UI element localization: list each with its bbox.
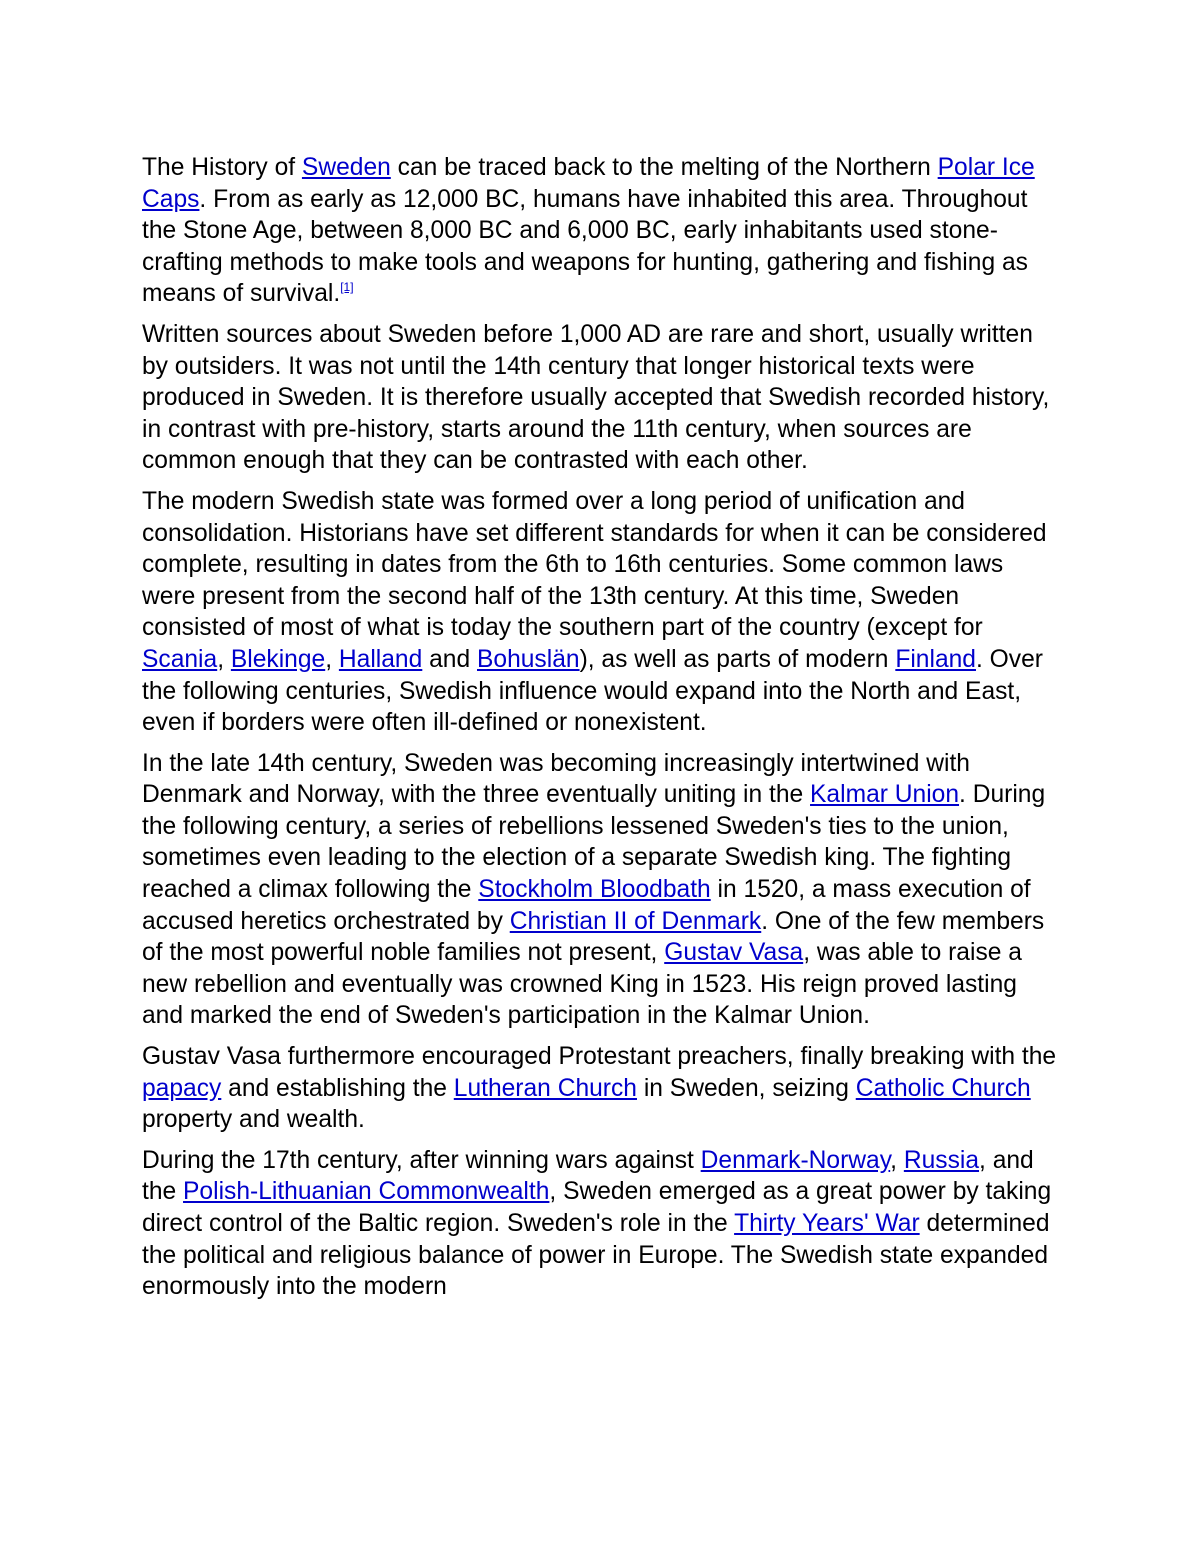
text-run: , bbox=[325, 645, 339, 673]
text-run: In the late 14th century, Sweden was becoming increasingly intertwined with Denmark and Norway, with the three eventually uniting in the bbox=[142, 749, 970, 809]
text-run: , bbox=[217, 645, 231, 673]
inline-link[interactable]: Polar Ice Caps bbox=[142, 154, 1035, 213]
text-run: and bbox=[422, 645, 477, 673]
inline-link[interactable]: Scania bbox=[142, 645, 218, 673]
inline-link[interactable]: Catholic Church bbox=[855, 1074, 1031, 1102]
inline-link[interactable]: Russia bbox=[903, 1146, 980, 1174]
footnote-link[interactable]: [1] bbox=[340, 280, 354, 295]
paragraph-2 bbox=[142, 319, 1062, 477]
inline-link[interactable]: Bohuslän bbox=[477, 645, 580, 673]
text-run: in Sweden, seizing bbox=[636, 1074, 856, 1102]
text-run: property and wealth. bbox=[142, 1106, 365, 1134]
text-run: The History of bbox=[142, 154, 302, 181]
text-run: . From as early as 12,000 BC, humans have inhabited this area. Throughout the Stone Age, between 8,000 BC and 6,000 BC, early inhabitants used stone-crafting methods to make tools and weapons for hunting, gathering and fishing as means of survival. bbox=[142, 185, 1028, 308]
text-run: and establishing the bbox=[221, 1074, 454, 1102]
text-run: , and the bbox=[142, 1146, 1034, 1206]
inline-link[interactable]: Kalmar Union bbox=[810, 781, 960, 809]
inline-link[interactable]: Sweden bbox=[301, 154, 391, 181]
inline-link[interactable]: Lutheran Church bbox=[453, 1074, 637, 1102]
inline-link[interactable]: Christian II of Denmark bbox=[509, 907, 762, 935]
inline-link[interactable]: papacy bbox=[142, 1074, 222, 1102]
paragraph-6 bbox=[142, 1145, 1062, 1303]
inline-link[interactable]: Halland bbox=[338, 645, 423, 673]
inline-link[interactable]: Denmark-Norway bbox=[700, 1146, 891, 1174]
text-run: , bbox=[890, 1146, 904, 1174]
text-run: Gustav Vasa furthermore encouraged Protestant preachers, finally breaking with the bbox=[142, 1043, 1057, 1071]
text-run: . One of the few members of the most powerful noble families not present, bbox=[142, 907, 1045, 967]
footnote-marker bbox=[340, 280, 353, 294]
text-run: in 1520, a mass execution of accused heretics orchestrated by bbox=[142, 876, 1031, 935]
paragraph-5 bbox=[142, 1041, 1062, 1136]
text-run: , Sweden emerged as a great power by taking direct control of the Baltic region. Sweden's role in the bbox=[142, 1178, 1052, 1237]
text-run: Written sources about Sweden before 1,000 AD are rare and short, usually written by outsiders. It was not until the 14th century that longer historical texts were produced in Sweden. It is therefore usually accepted that Swedish recorded history, in contrast with pre-history, starts around the 11th century, when sources are common enough that they can be contrasted with each other. bbox=[142, 320, 1050, 475]
inline-link[interactable]: Polish-Lithuanian Commonwealth bbox=[183, 1178, 550, 1206]
text-run: ), as well as parts of modern bbox=[579, 645, 896, 673]
text-run: . Over the following centuries, Swedish influence would expand into the North and East, even if borders were often ill-defined or nonexistent. bbox=[142, 645, 1043, 737]
paragraph-4 bbox=[142, 748, 1062, 1032]
document-page bbox=[142, 152, 1062, 1312]
text-run: . During the following century, a series of rebellions lessened Sweden's ties to the union, sometimes even leading to the election of a separate Swedish king. The fighting reached a climax following the bbox=[142, 781, 1046, 904]
inline-link[interactable]: Thirty Years' War bbox=[734, 1210, 920, 1237]
text-run: , was able to raise a new rebellion and eventually was crowned King in 1523. His reign proved lasting and marked the end of Sweden's participation in the Kalmar Union. bbox=[142, 939, 1022, 1030]
inline-link[interactable]: Gustav Vasa bbox=[664, 939, 804, 967]
inline-link[interactable]: Finland bbox=[895, 645, 976, 673]
inline-link[interactable]: Blekinge bbox=[230, 645, 326, 673]
text-run: determined the political and religious balance of power in Europe. The Swedish state expanded enormously into the modern bbox=[142, 1210, 1050, 1301]
text-run: The modern Swedish state was formed over a long period of unification and consolidation. Historians have set different standards for when it can be considered complete, resulting in dates from the 6th to 16th centuries. Some common laws were present from the second half of the 13th century. At this time, Sweden consisted of most of what is today the southern part of the country (except for bbox=[142, 487, 1047, 642]
inline-link[interactable]: Stockholm Bloodbath bbox=[478, 876, 711, 904]
paragraph-1 bbox=[142, 152, 1062, 310]
paragraph-3 bbox=[142, 486, 1062, 739]
text-run: can be traced back to the melting of the Northern bbox=[390, 154, 938, 181]
text-run: During the 17th century, after winning wars against bbox=[142, 1146, 701, 1174]
